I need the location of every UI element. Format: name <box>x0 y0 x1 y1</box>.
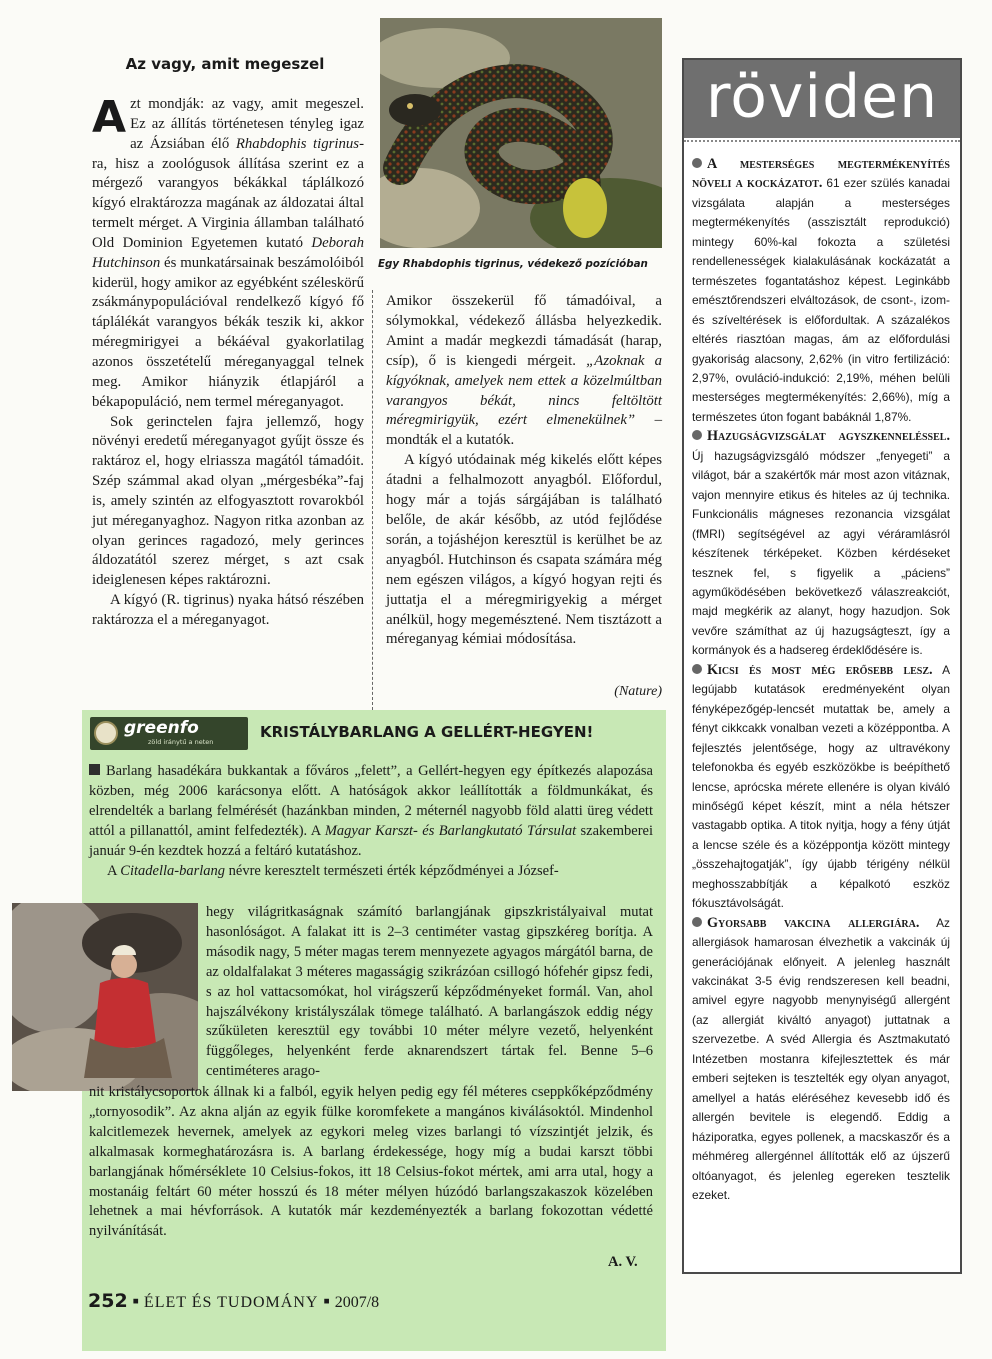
news-headline: Gyorsabb vakcina allergiára. <box>707 914 920 931</box>
greenfo-paragraph: hegy világritkaságnak számító barlangjának gipszkristályaival mutat hasonlóságot. A falakat itt is 2–3 centiméter vastag gipszkéreg borítja. A második nagy, 5 méter magas terem mennyezete agyagos márgától barna, de az oldalfalakat 3 méteres magasságig szikrázóan csillogó hófehér gipsz fedi, s az hol vattacsomókat, hol virágszerű képződményeket formál. Van, ahol hajszálvékony kristályszálak tömege található. A barlangászok eddig négy szűkületen keresztül egy további 10 méter mélyre vezető, helyenként függőleges, helyenként ferde aknarendszert tártak fel. Benne 5–6 centiméteres arago- <box>206 904 653 1080</box>
bullet-icon <box>692 664 702 674</box>
magazine-name: ÉLET ÉS TUDOMÁNY <box>143 1294 319 1311</box>
author-signature: A. V. <box>608 1254 638 1270</box>
article-title: Az vagy, amit megeszel <box>125 55 325 73</box>
news-text: Új hazugságvizsgáló módszer „fenyegeti” a világot, bár a szakértők már most azon vitáznak, vajon mennyire etikus és hiteles az új technika. Funkcionális mágneses rezonancia vizsgálat (fMRI) segítségével az agyi véráramlásról készítenek térképeket. Közben kérdéseket tesznek fel, s figyelik a „páciens” agyműködésében bekövetkező válaszreakciót, majd megkérik az alanyt, hogy hazudjon. Sok vevőre számíthat az új hazugságteszt, így a kormányok és a hadsereg érdeklődésére is. <box>692 448 950 658</box>
dotted-divider <box>684 140 960 142</box>
news-headline: Kicsi és most még erősebb lesz. <box>707 661 933 678</box>
article-paragraph: Azt mondják: az vagy, amit megeszel. Ez az állítás történetesen tényleg igaz az Ázsiában élő Rhabdophis tigrinus-ra, hisz a zoológusok állítása szerint ez a mérgező varangyos békákkal táplálkozó kígyó elraktározza magának az áldozatai által termelt mérget. A Virginia államban található Old Dominion Egyetemen kutató Deborah Hutchinson és munkatársainak beszámolóiból kiderül, hogy amikor az egyébként széleskörű zsákmánypopulációval rendelkező kígyó fő táplálékát varangyos békák teszik ki, akkor méregmirigyei a békáéval gyakorlatilag azonos összetételű méreganyaggal telnek meg. Amikor hiányzik étlapjáról a békapopuláció, nem termel méreganyagot. <box>92 92 365 410</box>
snake-photo <box>380 18 662 248</box>
footer-separator: ▪ <box>323 1291 335 1312</box>
roviden-sidebar <box>682 58 962 1274</box>
compass-icon <box>94 721 118 745</box>
issue-number: 2007/8 <box>334 1294 380 1311</box>
greenfo-text-wrapped <box>206 903 653 1082</box>
greenfo-text <box>89 762 653 881</box>
article-paragraph: A kígyó utódainak még kikelés előtt képes átadni a felhalmozott anyagból. Előfordul, hogy már a tojás sárgájában is található belőle, de akár később, az utód fejlődése során, a tojáshéjon keresztül is kerülhet be az anyagból. Hutchinson és csapata számára még nem egészen világos, a kígyó hogyan rejti és juttatja el a méregmirigyekig a mérget anélkül, hogy megemésztené. Nem tisztázott a méreganyag kémiai módosítása. <box>386 452 662 648</box>
column-divider <box>372 290 373 710</box>
article-paragraph: A kígyó (R. tigrinus) nyaka hátsó részében raktározza el a méreganyagot. <box>92 592 364 628</box>
article-paragraph: Amikor összekerül fő támadóival, a sólymokkal, védekező állásba helyezkedik. Amint a madár megkezdi támadását (harap, csíp), ő is kiengedi mérgeit. „Azoknak a kígyóknak, amelyek nem ettek a közelmúltban varangyos békát, nincs feltöltött méregmirigyük, ezért elmenekülnek” – mondták el a kutatók. <box>386 293 662 449</box>
news-text: 61 ezer szülés kanadai vizsgálata alapján a mesterséges megtermékenyítés (asszisztált reprodukció) mintegy 60%-kal fokozta a születési rendellenességek kialakulásának kockázatát a természetes fogantatáshoz képest. Leginkább emésztőrendszeri elváltozások, de csont-, izom- és szíveltérések is előfordultak. A százalékos eltérés riasztóan magas, ám az előfordulási gyakoriság alacsony, 2,62% (in vitro fertilizáció: 2,97%, ovuláció-indukció: 2,19%, méhen belüli mesterséges megtermékenyítés: 2,66%), míg a természetes úton fogant babáknál 1,87%. <box>692 176 950 424</box>
greenfo-logo-subtitle: zöld iránytű a neten <box>148 738 214 746</box>
quote: „Azoknak a kígyóknak, amelyek nem ettek a közelmúltban varangyos békát, nincs feltöltött méregmirigyük, ezért elmenekülnek” <box>386 352 662 429</box>
photo-caption: Egy Rhabdophis tigrinus, védekező pozícióban <box>378 258 648 270</box>
article-paragraph: Sok gerinctelen fajra jellemző, hogy növényi eredetű méreganyagot gyűjt össze és raktároz el, hogy elriassza magától támadóit. Szép számmal akad olyan „mérgesbéka”-faj is, amely szintén az elfogyasztott rovarokból jut méreganyaghoz. Nagyon ritka azonban az olyan gerinces ragadozó, mely gerinces áldozatától szerez mérget, s azt csak ideiglenesen képes raktározni. <box>92 413 364 589</box>
bullet-icon <box>692 158 702 168</box>
footer-separator: ▪ <box>132 1291 144 1312</box>
sidebar-text <box>692 155 950 1205</box>
news-item <box>692 914 950 1206</box>
page-footer <box>88 1290 379 1313</box>
greenfo-logo <box>90 717 248 750</box>
article-column-2 <box>386 292 662 650</box>
sidebar-title: röviden <box>705 62 939 132</box>
news-headline: A mesterséges megtermékenyítés növeli a kockázatot. <box>692 156 950 192</box>
greenfo-paragraph: A Citadella-barlang névre keresztelt természeti érték képződményei a József- <box>107 862 559 879</box>
news-headline: Hazugságvizsgálat agyszkenneléssel. <box>707 428 950 445</box>
researcher-name: Deborah Hutchinson <box>92 234 364 271</box>
greenfo-title: KRISTÁLYBARLANG A GELLÉRT-HEGYEN! <box>260 723 594 741</box>
greenfo-text-bottom <box>89 1083 653 1242</box>
greenfo-paragraph: nit kristálycsoportok állnak ki a falból, egyik helyen pedig egy fél méteres cseppkőképződmény „tornyosodik”. Az akna alján az egyik fülke koromfekete a mangános kiválásoktól. Mindenhol kalcitlemezek hevernek, amelyek az egykori meleg vizes barlangi tó vízszintjét jelzik, és alkalmasak kormeghatározásra is. A barlang érdekessége, hogy míg a budai karszt többi barlangjának hőmérséklete 10 Celsius-fokos, itt 18 Celsius-fokot mértek, ami arra utal, hogy a mostanáig feltárt 60 méter hosszú és 18 méter mélyen húzódó barlangszakaszok közelében lehetnek a mai hévforrások. A kutatók már kezdeményezték a barlang fokozottan védetté nyilvánítását. <box>89 1084 653 1240</box>
page-number: 252 <box>88 1290 128 1312</box>
species-name: Rhabdophis tigrinus <box>235 135 360 152</box>
news-item <box>692 155 950 427</box>
news-item <box>692 427 950 660</box>
drop-cap: A <box>92 92 127 143</box>
greenfo-logo-text: greenfo <box>124 718 199 738</box>
square-bullet-icon <box>89 764 100 775</box>
greenfo-paragraph: Barlang hasadékára bukkantak a főváros „felett”, a Gellért-hegyen egy építkezés alapozása közben, még 2006 karácsonya előtt. A hatóságok akkor leállították a földmunkákat, és elrendelték a barlang felmérését (hazánkban minden, 2 méternél nagyobb föld alatti üreg védett attól a pillanattól, amint felfedezték). A Magyar Karszt- és Barlangkutató Társulat szakemberei január 9-én kezdtek hozzá a feltáró kutatáshoz. <box>89 763 653 859</box>
cave-photo <box>12 903 198 1091</box>
bullet-icon <box>692 917 702 927</box>
article-column-1 <box>92 92 365 631</box>
bullet-icon <box>692 430 702 440</box>
news-item <box>692 661 950 914</box>
news-text: Az allergiások hamarosan élvezhetik a vakcinák új generációjának előnyeit. A jelenleg használt vakcinákat 3-5 évig rendszeresen kell beadni, amivel egyre nagyobb menynyiségű allergént (az allergiát kiváltó anyagot) juttatnak a szervezetbe. A svéd Allergia és Asztmakutató Intézetben mostanra kifejlesztettek és már emberi sejteken is tesztelték egy olyan anyagot, amellyel a hatás eléréséhez kevesebb idő és allergén bevitele is elegendő. Eddig a háziporatka, egyes pollenek, a macskaszőr és a méhméreg allergénnel állították elő az újszerű oltóanyagot, és jelenleg egereken tesztelik ezeket. <box>692 915 950 1203</box>
source-citation: (Nature) <box>614 684 662 699</box>
news-text: A legújabb kutatások eredményeként olyan fényképezőgép-lencsét mutattak be, amely a fényt cikkcakk vonalban vezeti a középpontba. A fejlesztés jelentősége, hogy az ultravékony telefonokba és egyéb eszközökbe is beépíthető lencse, aprócska mérete ellenére is olyan kiváló minőségű képet készít, mint a néla hétszer vastagabb optika. A titok nyitja, hogy a fény útját a lencse széle és a középpontja között mintegy „összehajtogatják”, így újabb térigény nélkül meghosszabbítják a képalkotó eszköz fókusztávolságát. <box>692 662 950 911</box>
